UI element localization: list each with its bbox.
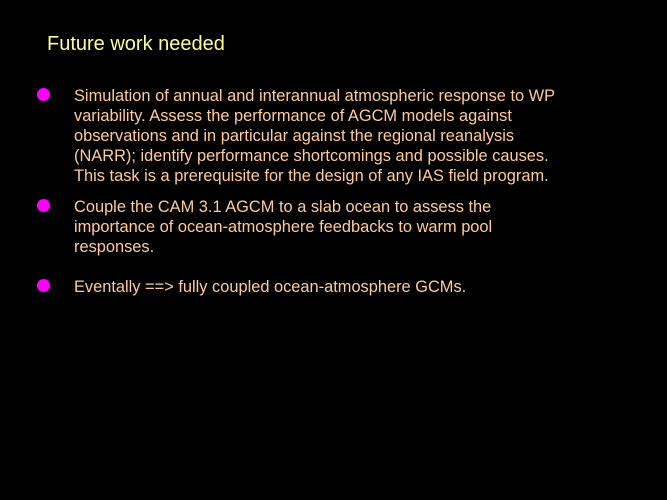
bullet-item-line: Eventally ==> fully coupled ocean-atmosphere GCMs. — [74, 278, 467, 296]
bullet-item-line: Simulation of annual and interannual atmospheric response to WP — [74, 87, 556, 105]
bullet-item-line: variability. Assess the performance of AGCM models against — [74, 107, 512, 125]
bullet-item-text — [74, 197, 634, 257]
bullet-item-line: responses. — [74, 238, 155, 256]
bullet-item-line: importance of ocean-atmosphere feedbacks to warm pool — [74, 218, 493, 236]
bullet-item-line: This task is a prerequisite for the design of any IAS field program. — [74, 167, 549, 185]
bullet-icon — [37, 199, 50, 212]
slide-title: Future work needed — [47, 33, 225, 55]
bullet-item-line: observations and in particular against the regional reanalysis — [74, 127, 515, 145]
bullet-item-line: Couple the CAM 3.1 AGCM to a slab ocean to assess the — [74, 198, 492, 216]
bullet-item-line: (NARR); identify performance shortcomings and possible causes. — [74, 147, 549, 165]
bullet-item-text — [74, 86, 634, 186]
bullet-icon — [37, 279, 50, 292]
bullet-icon — [37, 88, 50, 101]
bullet-item-text — [74, 277, 634, 297]
